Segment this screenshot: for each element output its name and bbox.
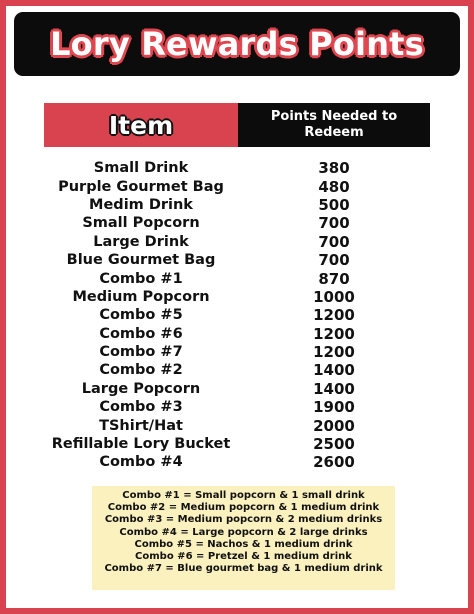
table-row bbox=[44, 196, 430, 214]
item-name: Combo #4 bbox=[99, 454, 183, 471]
item-points: 2500 bbox=[313, 435, 355, 454]
item-points: 2000 bbox=[313, 416, 355, 435]
item-points: 1400 bbox=[313, 361, 355, 380]
table-row bbox=[44, 453, 430, 471]
item-points: 2600 bbox=[313, 453, 355, 472]
item-column-label: Item bbox=[108, 110, 174, 140]
item-points: 1000 bbox=[313, 287, 355, 306]
table-row bbox=[44, 159, 430, 177]
item-name: Purple Gourmet Bag bbox=[58, 178, 224, 195]
rewards-table bbox=[44, 159, 430, 472]
table-row bbox=[44, 269, 430, 287]
combo-description: Combo #3 = Medium popcorn & 2 medium drinks bbox=[104, 514, 383, 526]
item-points: 380 bbox=[318, 159, 350, 178]
points-column-header: Points Needed to Redeem bbox=[238, 103, 430, 147]
item-name: Combo #2 bbox=[99, 362, 183, 379]
item-name: Combo #1 bbox=[99, 270, 183, 287]
rewards-card bbox=[6, 6, 468, 608]
item-name: Medim Drink bbox=[89, 196, 193, 213]
item-name: Large Popcorn bbox=[81, 380, 201, 397]
item-name: Combo #3 bbox=[99, 399, 183, 416]
item-points: 700 bbox=[318, 232, 350, 251]
combo-description: Combo #4 = Large popcorn & 2 large drinks bbox=[119, 526, 368, 538]
table-row bbox=[44, 380, 430, 398]
combo-legend bbox=[92, 486, 395, 590]
item-column-header bbox=[44, 103, 238, 147]
item-points: 870 bbox=[318, 269, 350, 288]
item-points: 1200 bbox=[313, 324, 355, 343]
page-title: Lory Rewards Points bbox=[50, 25, 424, 63]
item-points: 700 bbox=[318, 251, 350, 270]
table-row bbox=[44, 398, 430, 416]
item-name: Medium Popcorn bbox=[72, 288, 210, 305]
item-points: 500 bbox=[318, 195, 350, 214]
item-points: 1400 bbox=[313, 379, 355, 398]
item-name: TShirt/Hat bbox=[99, 417, 183, 434]
table-row bbox=[44, 251, 430, 269]
item-points: 480 bbox=[318, 177, 350, 196]
table-row bbox=[44, 361, 430, 379]
table-row bbox=[44, 214, 430, 232]
table-row bbox=[44, 325, 430, 343]
table-row bbox=[44, 306, 430, 324]
table-header bbox=[44, 103, 430, 147]
table-row bbox=[44, 233, 430, 251]
table-row bbox=[44, 416, 430, 434]
combo-description: Combo #5 = Nachos & 1 medium drink bbox=[134, 538, 353, 550]
table-row bbox=[44, 435, 430, 453]
item-name: Blue Gourmet Bag bbox=[66, 252, 216, 269]
item-name: Combo #6 bbox=[99, 325, 183, 342]
item-points: 1200 bbox=[313, 343, 355, 362]
item-name: Refillable Lory Bucket bbox=[51, 436, 231, 453]
item-name: Small Popcorn bbox=[82, 215, 200, 232]
combo-description: Combo #7 = Blue gourmet bag & 1 medium drink bbox=[104, 563, 383, 575]
table-row bbox=[44, 343, 430, 361]
item-points: 700 bbox=[318, 214, 350, 233]
item-name: Combo #7 bbox=[99, 344, 183, 361]
item-points: 1900 bbox=[313, 398, 355, 417]
combo-description: Combo #1 = Small popcorn & 1 small drink bbox=[122, 490, 365, 501]
item-name: Combo #5 bbox=[99, 307, 183, 324]
combo-description: Combo #6 = Pretzel & 1 medium drink bbox=[135, 551, 352, 563]
item-name: Small Drink bbox=[93, 160, 189, 177]
combo-description: Combo #2 = Medium popcorn & 1 medium drink bbox=[107, 502, 380, 514]
title-banner bbox=[14, 12, 460, 76]
table-row bbox=[44, 177, 430, 195]
item-name: Large Drink bbox=[93, 233, 189, 250]
item-points: 1200 bbox=[313, 306, 355, 325]
table-row bbox=[44, 288, 430, 306]
